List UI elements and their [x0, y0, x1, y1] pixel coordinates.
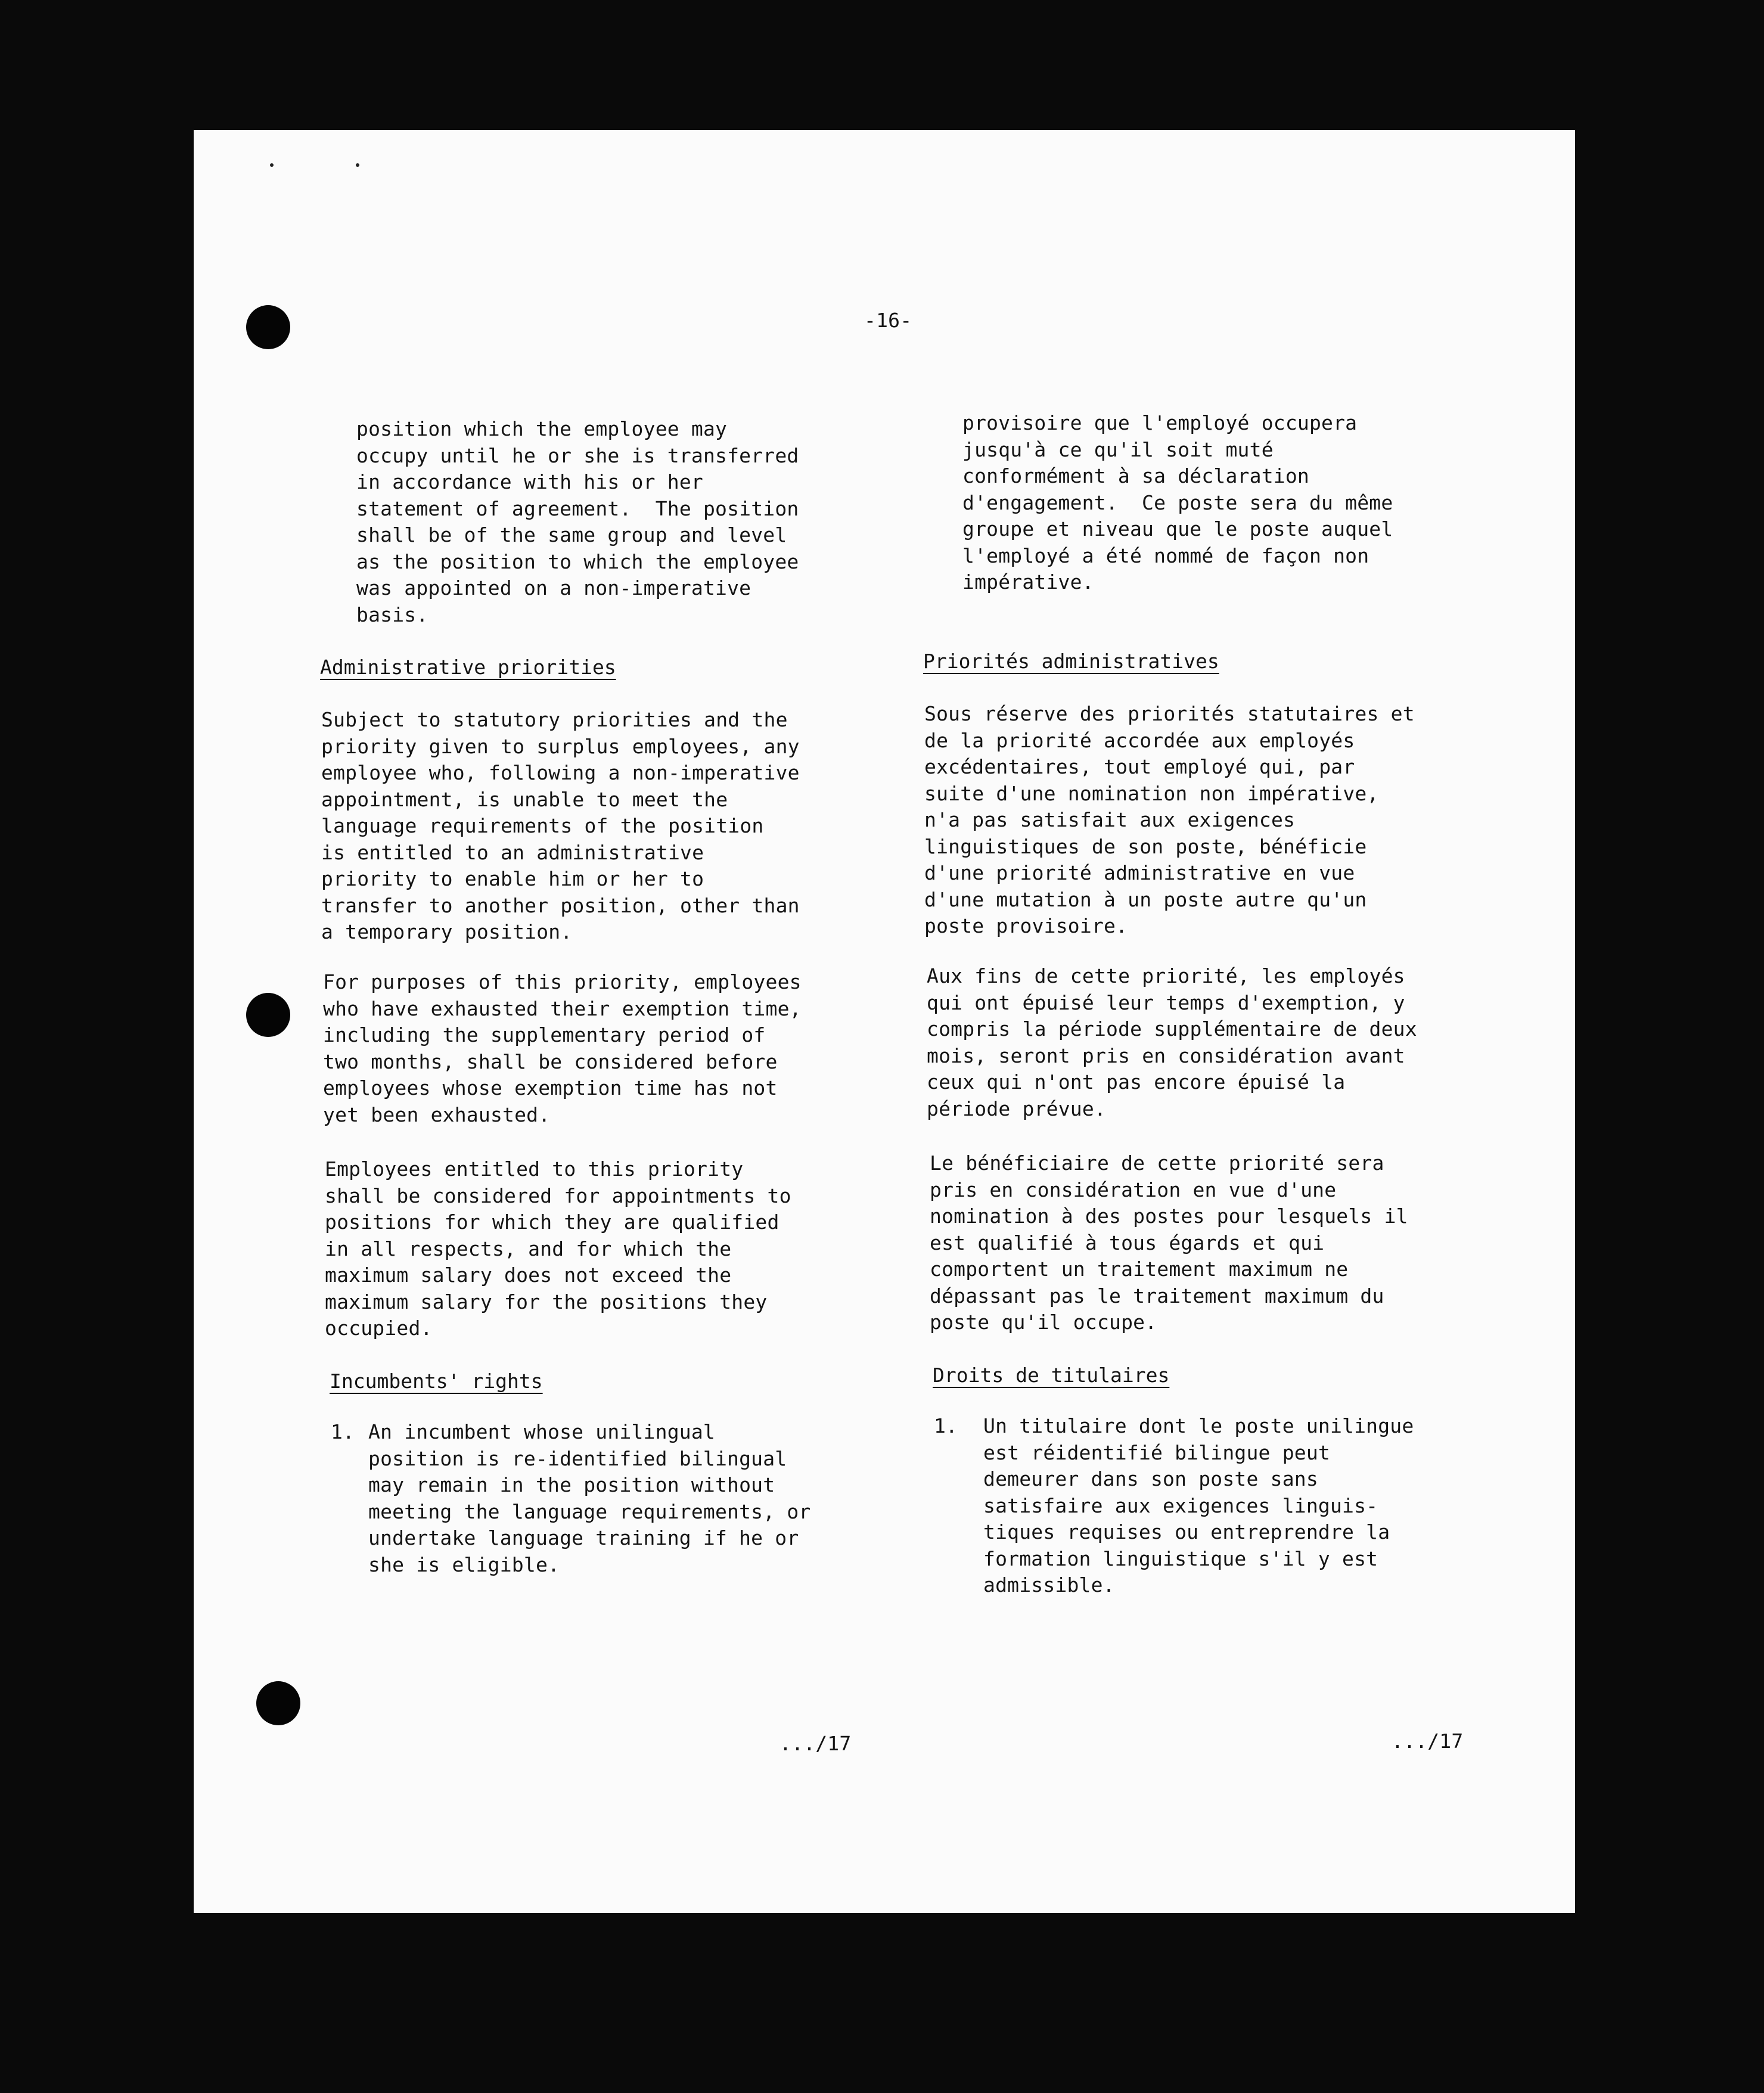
english-admin-paragraph-3: Employees entitled to this priority shall be considered for appointments to positions for which they are qualified in all respects, and for which the maximum salary does not exceed the maximum salary for the positions they occupied. — [325, 1157, 791, 1340]
speck-mark — [270, 163, 274, 167]
french-droits-titulaires-heading: Droits de titulaires — [933, 1364, 1170, 1387]
punch-hole-bottom — [256, 1681, 300, 1725]
punch-hole-middle — [246, 993, 290, 1037]
english-admin-paragraph-2: For purposes of this priority, employees who have exhausted their exemption time, including the supplementary period of two months, shall be considered before employees whose exemption time has not yet been exhausted. — [323, 970, 802, 1126]
french-admin-paragraph-2: Aux fins de cette priorité, les employés qui ont épuisé leur temps d'exemption, y compris la période supplémentaire de deux mois, seront pris en considération avant ceux qui n'ont pas encore épuisé la période prévue. — [927, 964, 1417, 1120]
footer-continuation-left: .../17 — [779, 1732, 852, 1755]
french-admin-priorities-heading: Priorités administratives — [923, 650, 1219, 673]
french-admin-paragraph-1: Sous réserve des priorités statutaires et de la priorité accordée aux employés excédentaires, tout employé qui, par suite d'une nomination non impérative, n'a pas satisfait aux exigences linguistiques de son poste, bénéficie d'une priorité administrative en vue d'une mutation à un poste autre qu'un poste provisoire. — [924, 702, 1415, 937]
english-rights-item-number: 1. — [331, 1420, 355, 1443]
french-rights-item-number: 1. — [934, 1414, 958, 1437]
english-rights-item-text: An incumbent whose unilingual position is re-identified bilingual may remain in the position without meeting the language requirements, or undertake language training if he or she is eligible. — [368, 1420, 811, 1576]
footer-continuation-right: .../17 — [1392, 1729, 1464, 1753]
french-intro-paragraph: provisoire que l'employé occupera jusqu'à ce qu'il soit muté conformément à sa déclaration d'engagement. Ce poste sera du même groupe et niveau que le poste auquel l'employé a été nommé de façon non impérative. — [962, 411, 1393, 594]
english-admin-priorities-heading: Administrative priorities — [320, 656, 616, 679]
french-admin-paragraph-3: Le bénéficiaire de cette priorité sera pris en considération en vue d'une nomination à des postes pour lesquels il est qualifié à tous égards et qui comportent un traitement maximum ne dépassant pas le traitement maximum du poste qu'il occupe. — [930, 1151, 1408, 1334]
speck-mark — [356, 163, 359, 167]
english-incumbents-rights-heading: Incumbents' rights — [330, 1370, 543, 1393]
document-page — [194, 130, 1575, 1913]
english-admin-paragraph-1: Subject to statutory priorities and the priority given to surplus employees, any employee who, following a non-imperative appointment, is unable to meet the language requirements of the position is entitled to an administrative priority to enable him or her to transfer to another position, other than a temporary position. — [321, 708, 800, 943]
page-number: -16- — [864, 309, 912, 332]
punch-hole-top — [246, 305, 290, 349]
english-intro-paragraph: position which the employee may occupy until he or she is transferred in accordance with his or her statement of agreement. The position shall be of the same group and level as the position to which the employee was appointed on a non-imperative basis. — [356, 417, 799, 626]
french-rights-item-text: Un titulaire dont le poste unilingue est réidentifié bilingue peut demeurer dans son poste sans satisfaire aux exigences linguis- tiques requises ou entreprendre la formation linguistique s'il y est admissible. — [983, 1414, 1414, 1597]
